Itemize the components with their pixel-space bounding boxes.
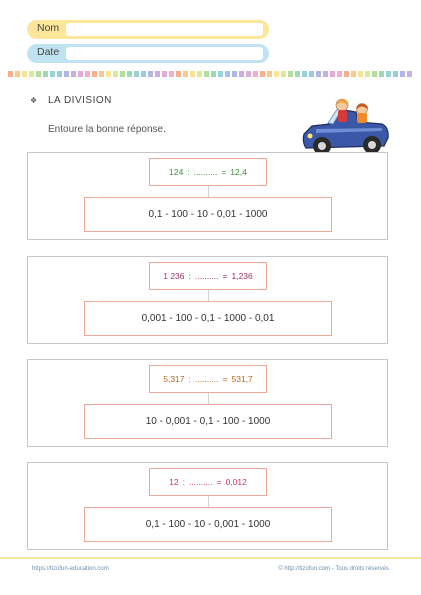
equals-sign: = <box>216 477 222 487</box>
exercise-card <box>27 462 388 550</box>
stripe-segment <box>141 71 146 77</box>
dividend: 124 <box>169 167 184 177</box>
stripe-segment <box>211 71 216 77</box>
stripe-segment <box>267 71 272 77</box>
result: 12,4 <box>230 167 247 177</box>
stripe-segment <box>400 71 405 77</box>
stripe-segment <box>134 71 139 77</box>
stripe-segment <box>29 71 34 77</box>
stripe-segment <box>36 71 41 77</box>
division-sign: : <box>188 271 191 281</box>
equation-box <box>149 262 267 290</box>
stripe-segment <box>99 71 104 77</box>
stripe-segment <box>197 71 202 77</box>
stripe-segment <box>127 71 132 77</box>
footer-copyright: © http://tizofun.com - Tous droits réservés <box>278 566 389 572</box>
stripe-segment <box>113 71 118 77</box>
stripe-segment <box>379 71 384 77</box>
exercise-card <box>27 359 388 447</box>
dividend: 5,317 <box>163 374 185 384</box>
answer-blank[interactable]: .......... <box>194 271 219 281</box>
stripe-segment <box>246 71 251 77</box>
stripe-segment <box>295 71 300 77</box>
answer-choices[interactable]: 0,1 - 100 - 10 - 0,01 - 1000 <box>84 197 332 232</box>
stripe-segment <box>330 71 335 77</box>
stripe-segment <box>407 71 412 77</box>
exercise-card <box>27 152 388 240</box>
car-illustration <box>298 96 392 160</box>
stripe-segment <box>225 71 230 77</box>
answer-choices[interactable]: 0,1 - 100 - 10 - 0,001 - 1000 <box>84 507 332 542</box>
stripe-segment <box>43 71 48 77</box>
footer-divider <box>0 557 421 559</box>
stripe-segment <box>309 71 314 77</box>
stripe-segment <box>323 71 328 77</box>
stripe-segment <box>106 71 111 77</box>
stripe-segment <box>162 71 167 77</box>
stripe-segment <box>57 71 62 77</box>
name-field-pill <box>27 20 269 39</box>
answer-blank[interactable]: .......... <box>194 374 219 384</box>
stripe-segment <box>260 71 265 77</box>
stripe-segment <box>281 71 286 77</box>
stripe-segment <box>386 71 391 77</box>
stripe-segment <box>351 71 356 77</box>
answer-blank[interactable]: .......... <box>188 477 213 487</box>
equation-box <box>149 158 267 186</box>
stripe-segment <box>92 71 97 77</box>
stripe-segment <box>365 71 370 77</box>
stripe-segment <box>148 71 153 77</box>
exercise-card <box>27 256 388 344</box>
equation-box <box>149 468 267 496</box>
stripe-segment <box>302 71 307 77</box>
stripe-segment <box>120 71 125 77</box>
stripe-segment <box>71 71 76 77</box>
stripe-segment <box>155 71 160 77</box>
answer-choices[interactable]: 10 - 0,001 - 0,1 - 100 - 1000 <box>84 404 332 439</box>
stripe-segment <box>232 71 237 77</box>
division-sign: : <box>188 374 191 384</box>
dividend: 12 <box>169 477 179 487</box>
stripe-segment <box>337 71 342 77</box>
instruction-text: Entoure la bonne réponse. <box>48 124 166 135</box>
stripe-segment <box>176 71 181 77</box>
stripe-segment <box>393 71 398 77</box>
date-label: Date <box>37 46 60 58</box>
equals-sign: = <box>221 167 227 177</box>
section-heading <box>30 95 112 106</box>
color-stripe-divider <box>8 71 412 77</box>
equals-sign: = <box>222 271 228 281</box>
date-field-pill <box>27 44 269 63</box>
stripe-segment <box>204 71 209 77</box>
result: 0,012 <box>225 477 247 487</box>
stripe-segment <box>190 71 195 77</box>
division-sign: : <box>187 167 190 177</box>
stripe-segment <box>15 71 20 77</box>
stripe-segment <box>253 71 258 77</box>
equation-box <box>149 365 267 393</box>
stripe-segment <box>316 71 321 77</box>
answer-blank[interactable]: .......... <box>193 167 218 177</box>
footer-website-link[interactable]: https://tizofun-education.com <box>32 566 109 572</box>
section-title: LA DIVISION <box>48 95 112 106</box>
stripe-segment <box>22 71 27 77</box>
stripe-segment <box>239 71 244 77</box>
stripe-segment <box>358 71 363 77</box>
name-label: Nom <box>37 22 60 34</box>
stripe-segment <box>78 71 83 77</box>
diamond-bullet-icon: ❖ <box>30 96 38 105</box>
stripe-segment <box>344 71 349 77</box>
stripe-segment <box>85 71 90 77</box>
result: 531,7 <box>231 374 253 384</box>
stripe-segment <box>64 71 69 77</box>
stripe-segment <box>183 71 188 77</box>
result: 1,236 <box>231 271 253 281</box>
date-input[interactable] <box>66 47 263 60</box>
stripe-segment <box>218 71 223 77</box>
name-input[interactable] <box>66 23 263 36</box>
stripe-segment <box>274 71 279 77</box>
stripe-segment <box>169 71 174 77</box>
dividend: 1 236 <box>163 271 185 281</box>
stripe-segment <box>372 71 377 77</box>
division-sign: : <box>182 477 185 487</box>
stripe-segment <box>288 71 293 77</box>
equals-sign: = <box>222 374 228 384</box>
stripe-segment <box>50 71 55 77</box>
answer-choices[interactable]: 0,001 - 100 - 0,1 - 1000 - 0,01 <box>84 301 332 336</box>
stripe-segment <box>8 71 13 77</box>
